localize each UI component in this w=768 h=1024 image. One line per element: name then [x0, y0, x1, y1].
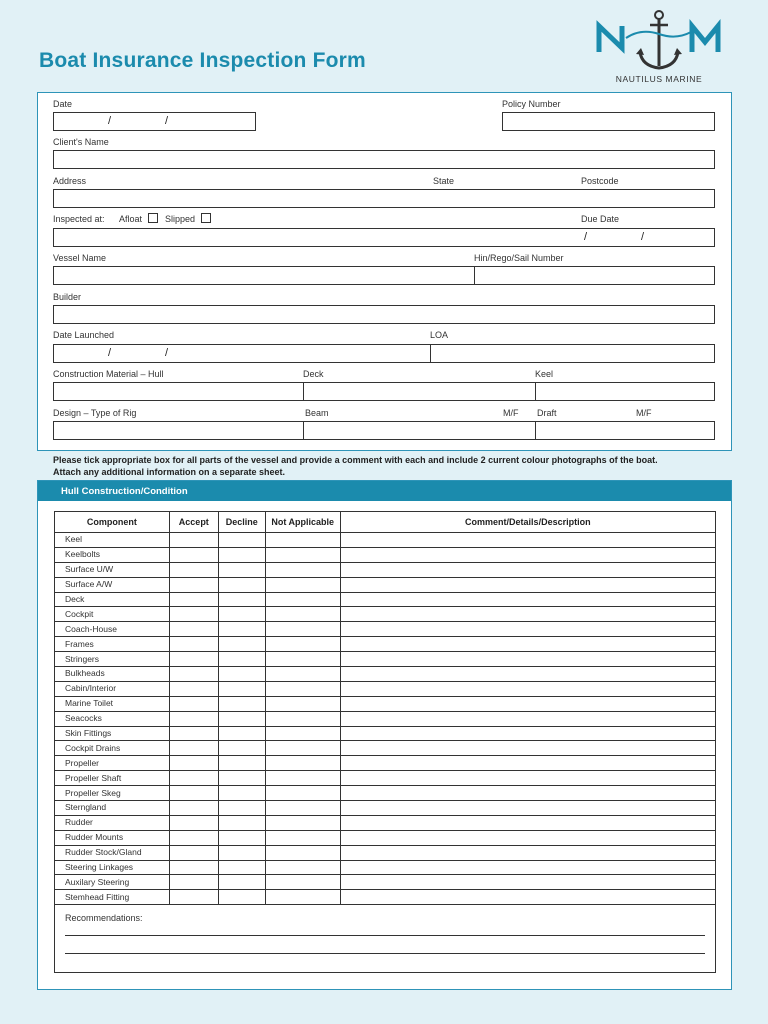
- component-name: Propeller: [55, 756, 170, 771]
- not-applicable-cell[interactable]: [265, 801, 340, 816]
- slipped-label: Slipped: [165, 214, 196, 224]
- recommendations-label: Recommendations:: [65, 913, 143, 923]
- inspected-at-label: Inspected at:: [53, 214, 105, 224]
- comment-cell[interactable]: [340, 830, 715, 845]
- builder-label: Builder: [53, 292, 82, 302]
- comment-cell[interactable]: [340, 533, 715, 548]
- table-row: [55, 875, 716, 890]
- not-applicable-cell[interactable]: [265, 637, 340, 652]
- accept-cell[interactable]: [169, 562, 218, 577]
- construction-material-label: Construction Material – Hull: [53, 369, 164, 379]
- accept-cell[interactable]: [169, 726, 218, 741]
- design-field[interactable]: [53, 421, 715, 440]
- not-applicable-cell[interactable]: [265, 577, 340, 592]
- accept-cell[interactable]: [169, 681, 218, 696]
- decline-cell[interactable]: [218, 533, 265, 548]
- decline-cell[interactable]: [218, 786, 265, 801]
- clients-name-label: Client's Name: [53, 137, 109, 147]
- recommendations-line: [65, 935, 705, 936]
- not-applicable-cell[interactable]: [265, 726, 340, 741]
- comment-cell[interactable]: [340, 652, 715, 667]
- beam-mf-label: M/F: [503, 408, 519, 418]
- comment-cell[interactable]: [340, 547, 715, 562]
- due-date-label: Due Date: [581, 214, 620, 224]
- accept-cell[interactable]: [169, 890, 218, 905]
- table-row: [55, 756, 716, 771]
- date-field[interactable]: / /: [53, 112, 256, 131]
- decline-cell[interactable]: [218, 741, 265, 756]
- decline-cell[interactable]: [218, 771, 265, 786]
- accept-cell[interactable]: [169, 741, 218, 756]
- draft-label: Draft: [537, 408, 557, 418]
- accept-cell[interactable]: [169, 815, 218, 830]
- table-row: [55, 562, 716, 577]
- table-row: [55, 860, 716, 875]
- inspection-due-date-field[interactable]: / /: [53, 228, 715, 247]
- accept-cell[interactable]: [169, 771, 218, 786]
- accept-cell[interactable]: [169, 622, 218, 637]
- decline-cell[interactable]: [218, 830, 265, 845]
- decline-cell[interactable]: [218, 801, 265, 816]
- date-launched-label: Date Launched: [53, 330, 115, 340]
- component-name: Keel: [55, 533, 170, 548]
- decline-cell[interactable]: [218, 607, 265, 622]
- accept-cell[interactable]: [169, 801, 218, 816]
- accept-cell[interactable]: [169, 592, 218, 607]
- comment-cell[interactable]: [340, 681, 715, 696]
- column-header: Not Applicable: [265, 512, 340, 533]
- comment-cell[interactable]: [340, 667, 715, 682]
- keel-label: Keel: [535, 369, 554, 379]
- accept-cell[interactable]: [169, 845, 218, 860]
- component-name: Rudder Stock/Gland: [55, 845, 170, 860]
- decline-cell[interactable]: [218, 756, 265, 771]
- not-applicable-cell[interactable]: [265, 875, 340, 890]
- comment-cell[interactable]: [340, 756, 715, 771]
- decline-cell[interactable]: [218, 562, 265, 577]
- table-row: [55, 622, 716, 637]
- not-applicable-cell[interactable]: [265, 756, 340, 771]
- comment-cell[interactable]: [340, 622, 715, 637]
- comment-cell[interactable]: [340, 875, 715, 890]
- component-name: Deck: [55, 592, 170, 607]
- table-row: [55, 696, 716, 711]
- table-row: [55, 652, 716, 667]
- comment-cell[interactable]: [340, 741, 715, 756]
- accept-cell[interactable]: [169, 875, 218, 890]
- accept-cell[interactable]: [169, 830, 218, 845]
- column-header: Decline: [218, 512, 265, 533]
- comment-cell[interactable]: [340, 771, 715, 786]
- address-field[interactable]: [53, 189, 715, 208]
- brand-logo: [596, 8, 722, 86]
- anchor-icon: [596, 8, 722, 74]
- component-name: Sterngland: [55, 801, 170, 816]
- not-applicable-cell[interactable]: [265, 622, 340, 637]
- comment-cell[interactable]: [340, 562, 715, 577]
- deck-label: Deck: [303, 369, 324, 379]
- comment-cell[interactable]: [340, 637, 715, 652]
- component-name: Cockpit Drains: [55, 741, 170, 756]
- comment-cell[interactable]: [340, 577, 715, 592]
- table-row: [55, 786, 716, 801]
- state-label: State: [433, 176, 455, 186]
- component-name: Propeller Skeg: [55, 786, 170, 801]
- decline-cell[interactable]: [218, 637, 265, 652]
- table-row: [55, 533, 716, 548]
- not-applicable-cell[interactable]: [265, 830, 340, 845]
- component-name: Bulkheads: [55, 667, 170, 682]
- draft-mf-label: M/F: [636, 408, 652, 418]
- comment-cell[interactable]: [340, 711, 715, 726]
- not-applicable-cell[interactable]: [265, 741, 340, 756]
- component-name: Cockpit: [55, 607, 170, 622]
- component-table: [54, 511, 716, 905]
- instructions: Please tick appropriate box for all parts of the vessel and provide a comment with each and include 2 current colour photographs of the boat. Attach any additional information on a separate sheet.: [53, 455, 658, 477]
- component-name: Skin Fittings: [55, 726, 170, 741]
- decline-cell[interactable]: [218, 547, 265, 562]
- recommendations-line: [65, 953, 705, 954]
- accept-cell[interactable]: [169, 860, 218, 875]
- table-row: [55, 726, 716, 741]
- beam-label: Beam: [305, 408, 329, 418]
- accept-cell[interactable]: [169, 547, 218, 562]
- accept-cell[interactable]: [169, 637, 218, 652]
- table-row: [55, 547, 716, 562]
- column-header: Comment/Details/Description: [340, 512, 715, 533]
- comment-cell[interactable]: [340, 890, 715, 905]
- column-header: Accept: [169, 512, 218, 533]
- component-name: Propeller Shaft: [55, 771, 170, 786]
- component-name: Cabin/Interior: [55, 681, 170, 696]
- not-applicable-cell[interactable]: [265, 667, 340, 682]
- decline-cell[interactable]: [218, 622, 265, 637]
- clients-name-field[interactable]: [53, 150, 715, 169]
- comment-cell[interactable]: [340, 696, 715, 711]
- decline-cell[interactable]: [218, 711, 265, 726]
- vessel-name-field[interactable]: [53, 266, 715, 285]
- postcode-label: Postcode: [581, 176, 619, 186]
- table-row: [55, 711, 716, 726]
- accept-cell[interactable]: [169, 577, 218, 592]
- section-title: Hull Construction/Condition: [38, 481, 731, 501]
- not-applicable-cell[interactable]: [265, 547, 340, 562]
- not-applicable-cell[interactable]: [265, 815, 340, 830]
- decline-cell[interactable]: [218, 890, 265, 905]
- decline-cell[interactable]: [218, 652, 265, 667]
- table-row: [55, 815, 716, 830]
- component-name: Stringers: [55, 652, 170, 667]
- afloat-checkbox[interactable]: [148, 213, 158, 223]
- decline-cell[interactable]: [218, 592, 265, 607]
- accept-cell[interactable]: [169, 696, 218, 711]
- component-name: Rudder Mounts: [55, 830, 170, 845]
- table-row: [55, 845, 716, 860]
- table-row: [55, 741, 716, 756]
- comment-cell[interactable]: [340, 801, 715, 816]
- component-name: Seacocks: [55, 711, 170, 726]
- table-row: [55, 637, 716, 652]
- decline-cell[interactable]: [218, 726, 265, 741]
- accept-cell[interactable]: [169, 756, 218, 771]
- decline-cell[interactable]: [218, 696, 265, 711]
- table-row: [55, 577, 716, 592]
- decline-cell[interactable]: [218, 860, 265, 875]
- comment-cell[interactable]: [340, 592, 715, 607]
- address-label: Address: [53, 176, 87, 186]
- decline-cell[interactable]: [218, 875, 265, 890]
- hull-construction-section: [37, 480, 732, 990]
- accept-cell[interactable]: [169, 607, 218, 622]
- construction-material-field[interactable]: [53, 382, 715, 401]
- table-row: [55, 830, 716, 845]
- hin-label: Hin/Rego/Sail Number: [474, 253, 564, 263]
- component-name: Surface A/W: [55, 577, 170, 592]
- vessel-name-label: Vessel Name: [53, 253, 107, 263]
- decline-cell[interactable]: [218, 577, 265, 592]
- comment-cell[interactable]: [340, 845, 715, 860]
- client-details-panel: [37, 92, 732, 451]
- table-row: [55, 890, 716, 905]
- not-applicable-cell[interactable]: [265, 786, 340, 801]
- not-applicable-cell[interactable]: [265, 681, 340, 696]
- loa-label: LOA: [430, 330, 449, 340]
- policy-number-field[interactable]: [502, 112, 715, 131]
- accept-cell[interactable]: [169, 533, 218, 548]
- design-label: Design – Type of Rig: [53, 408, 137, 418]
- accept-cell[interactable]: [169, 711, 218, 726]
- not-applicable-cell[interactable]: [265, 860, 340, 875]
- component-name: Auxilary Steering: [55, 875, 170, 890]
- table-row: [55, 771, 716, 786]
- not-applicable-cell[interactable]: [265, 890, 340, 905]
- comment-cell[interactable]: [340, 860, 715, 875]
- accept-cell[interactable]: [169, 667, 218, 682]
- not-applicable-cell[interactable]: [265, 652, 340, 667]
- component-name: Frames: [55, 637, 170, 652]
- not-applicable-cell[interactable]: [265, 711, 340, 726]
- not-applicable-cell[interactable]: [265, 845, 340, 860]
- accept-cell[interactable]: [169, 786, 218, 801]
- decline-cell[interactable]: [218, 815, 265, 830]
- component-name: Surface U/W: [55, 562, 170, 577]
- decline-cell[interactable]: [218, 845, 265, 860]
- accept-cell[interactable]: [169, 652, 218, 667]
- comment-cell[interactable]: [340, 607, 715, 622]
- not-applicable-cell[interactable]: [265, 533, 340, 548]
- date-launched-field[interactable]: / /: [53, 344, 715, 363]
- not-applicable-cell[interactable]: [265, 562, 340, 577]
- component-name: Coach-House: [55, 622, 170, 637]
- table-row: [55, 607, 716, 622]
- brand-name: NAUTILUS MARINE: [615, 74, 703, 84]
- decline-cell[interactable]: [218, 667, 265, 682]
- comment-cell[interactable]: [340, 726, 715, 741]
- component-name: Marine Toilet: [55, 696, 170, 711]
- table-row: [55, 592, 716, 607]
- policy-number-label: Policy Number: [502, 99, 561, 109]
- component-name: Rudder: [55, 815, 170, 830]
- afloat-label: Afloat: [119, 214, 143, 224]
- decline-cell[interactable]: [218, 681, 265, 696]
- column-header: Component: [55, 512, 170, 533]
- slipped-checkbox[interactable]: [201, 213, 211, 223]
- component-name: Keelbolts: [55, 547, 170, 562]
- component-name: Stemhead Fitting: [55, 890, 170, 905]
- not-applicable-cell[interactable]: [265, 607, 340, 622]
- component-name: Steering Linkages: [55, 860, 170, 875]
- comment-cell[interactable]: [340, 786, 715, 801]
- not-applicable-cell[interactable]: [265, 592, 340, 607]
- date-label: Date: [53, 99, 73, 109]
- table-row: [55, 667, 716, 682]
- not-applicable-cell[interactable]: [265, 771, 340, 786]
- recommendations-box[interactable]: [54, 905, 716, 973]
- table-row: [55, 801, 716, 816]
- builder-field[interactable]: [53, 305, 715, 324]
- comment-cell[interactable]: [340, 815, 715, 830]
- page-title: Boat Insurance Inspection Form: [39, 49, 366, 72]
- table-row: [55, 681, 716, 696]
- not-applicable-cell[interactable]: [265, 696, 340, 711]
